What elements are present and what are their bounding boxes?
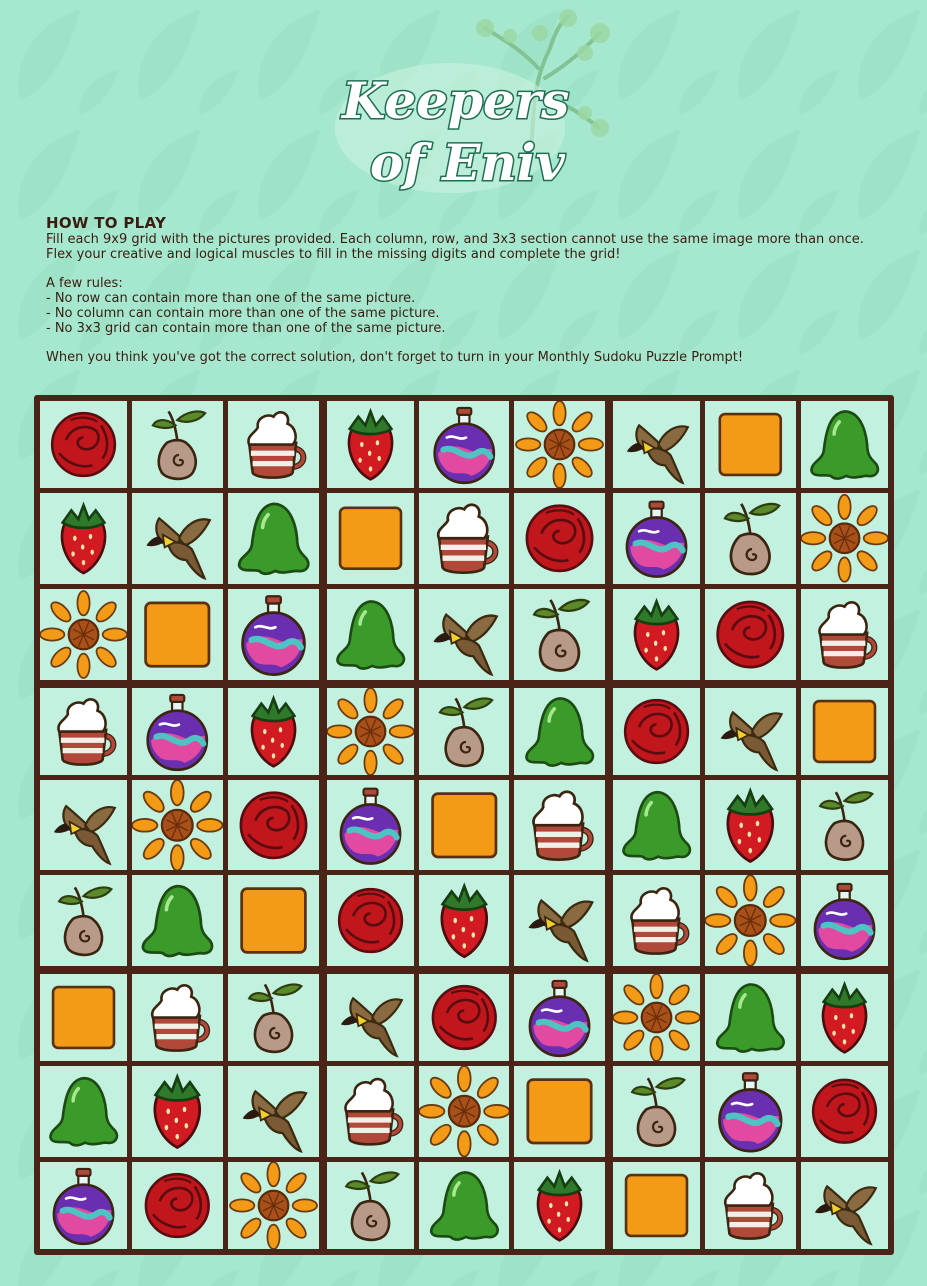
seed-pouch-icon — [132, 401, 223, 488]
sudoku-cell[interactable] — [514, 1066, 605, 1157]
sudoku-cell[interactable] — [419, 974, 510, 1061]
sudoku-cell[interactable] — [801, 1162, 888, 1249]
logo-line-1: Keepers — [342, 71, 570, 130]
sunflower-icon — [419, 1066, 510, 1157]
rose-icon — [228, 780, 319, 871]
instruction-line-2: Flex your creative and logical muscles to fill in the missing digits and complete the grid! — [46, 247, 621, 262]
sudoku-cell[interactable] — [419, 401, 510, 488]
rule-box: - No 3x3 grid can contain more than one of the same picture. — [46, 321, 446, 336]
sudoku-cell[interactable] — [514, 974, 605, 1061]
slime-icon — [228, 493, 319, 584]
rose-icon — [514, 493, 605, 584]
sudoku-cell[interactable] — [228, 875, 319, 966]
sudoku-cell[interactable] — [705, 589, 796, 680]
keepers-of-eniv-logo — [300, 8, 630, 208]
sudoku-cell[interactable] — [40, 493, 127, 584]
potion-icon — [419, 401, 510, 488]
seed-pouch-icon — [613, 1066, 700, 1157]
strawberry-icon — [419, 875, 510, 966]
strawberry-icon — [514, 1162, 605, 1249]
sudoku-cell[interactable] — [705, 875, 796, 966]
potion-icon — [132, 688, 223, 775]
sudoku-cell[interactable] — [514, 1162, 605, 1249]
cocoa-mug-icon — [327, 1066, 414, 1157]
orange-block-icon — [419, 780, 510, 871]
sudoku-cell[interactable] — [801, 780, 888, 871]
sudoku-cell[interactable] — [705, 401, 796, 488]
sudoku-cell[interactable] — [801, 974, 888, 1061]
cocoa-mug-icon — [419, 493, 510, 584]
orange-block-icon — [40, 974, 127, 1061]
cocoa-mug-icon — [705, 1162, 796, 1249]
slime-icon — [132, 875, 223, 966]
sudoku-cell[interactable] — [801, 688, 888, 775]
sudoku-cell[interactable] — [613, 589, 700, 680]
sudoku-cell[interactable] — [228, 974, 319, 1061]
sudoku-cell[interactable] — [40, 589, 127, 680]
cocoa-mug-icon — [132, 974, 223, 1061]
slime-icon — [613, 780, 700, 871]
sunflower-icon — [228, 1162, 319, 1249]
orange-block-icon — [327, 493, 414, 584]
sudoku-cell[interactable] — [419, 875, 510, 966]
orange-block-icon — [613, 1162, 700, 1249]
seed-pouch-icon — [801, 780, 888, 871]
sudoku-cell[interactable] — [419, 1162, 510, 1249]
orange-block-icon — [514, 1066, 605, 1157]
sudoku-cell[interactable] — [705, 1066, 796, 1157]
rule-column: - No column can contain more than one of the same picture. — [46, 306, 440, 321]
rose-icon — [419, 974, 510, 1061]
logo-line-2: of Eniv — [370, 133, 565, 192]
sudoku-cell[interactable] — [419, 688, 510, 775]
slime-icon — [801, 401, 888, 488]
sudoku-cell[interactable] — [514, 589, 605, 680]
sudoku-cell[interactable] — [801, 493, 888, 584]
strawberry-icon — [132, 1066, 223, 1157]
bird-icon — [327, 974, 414, 1061]
sudoku-cell[interactable] — [514, 493, 605, 584]
sudoku-cell[interactable] — [228, 493, 319, 584]
sudoku-cell[interactable] — [327, 589, 414, 680]
bird-icon — [132, 493, 223, 584]
sudoku-cell[interactable] — [514, 401, 605, 488]
slime-icon — [514, 688, 605, 775]
sudoku-cell[interactable] — [40, 875, 127, 966]
bird-icon — [40, 780, 127, 871]
sudoku-cell[interactable] — [327, 688, 414, 775]
orange-block-icon — [228, 875, 319, 966]
sudoku-cell[interactable] — [132, 780, 223, 871]
sudoku-cell[interactable] — [705, 1162, 796, 1249]
bird-icon — [419, 589, 510, 680]
sudoku-cell[interactable] — [613, 401, 700, 488]
orange-block-icon — [801, 688, 888, 775]
sudoku-cell[interactable] — [132, 688, 223, 775]
sudoku-cell[interactable] — [40, 688, 127, 775]
sudoku-cell[interactable] — [801, 1066, 888, 1157]
sunflower-icon — [801, 493, 888, 584]
sunflower-icon — [40, 589, 127, 680]
cocoa-mug-icon — [514, 780, 605, 871]
sudoku-cell[interactable] — [801, 589, 888, 680]
sunflower-icon — [132, 780, 223, 871]
orange-block-icon — [705, 401, 796, 488]
sunflower-icon — [705, 875, 796, 966]
potion-icon — [801, 875, 888, 966]
how-to-play-heading: HOW TO PLAY — [46, 214, 167, 232]
sudoku-cell[interactable] — [419, 780, 510, 871]
sudoku-cell[interactable] — [40, 1066, 127, 1157]
sudoku-cell[interactable] — [327, 1066, 414, 1157]
sudoku-cell[interactable] — [40, 974, 127, 1061]
sudoku-cell[interactable] — [132, 493, 223, 584]
sudoku-cell[interactable] — [613, 688, 700, 775]
potion-icon — [705, 1066, 796, 1157]
potion-icon — [327, 780, 414, 871]
strawberry-icon — [705, 780, 796, 871]
sudoku-cell[interactable] — [327, 780, 414, 871]
sunflower-icon — [514, 401, 605, 488]
sudoku-cell[interactable] — [514, 780, 605, 871]
bird-icon — [801, 1162, 888, 1249]
sudoku-cell[interactable] — [228, 688, 319, 775]
sudoku-cell[interactable] — [801, 875, 888, 966]
slime-icon — [40, 1066, 127, 1157]
bird-icon — [613, 401, 700, 488]
sudoku-cell[interactable] — [40, 401, 127, 488]
sudoku-cell[interactable] — [132, 589, 223, 680]
bird-icon — [705, 688, 796, 775]
sudoku-cell[interactable] — [801, 401, 888, 488]
sudoku-cell[interactable] — [419, 1066, 510, 1157]
sudoku-cell[interactable] — [613, 974, 700, 1061]
seed-pouch-icon — [40, 875, 127, 966]
seed-pouch-icon — [514, 589, 605, 680]
sunflower-icon — [613, 974, 700, 1061]
sudoku-cell[interactable] — [132, 974, 223, 1061]
sudoku-cell[interactable] — [419, 493, 510, 584]
sudoku-cell[interactable] — [705, 688, 796, 775]
rule-row: - No row can contain more than one of the same picture. — [46, 291, 416, 306]
potion-icon — [613, 493, 700, 584]
strawberry-icon — [40, 493, 127, 584]
sudoku-cell[interactable] — [228, 1162, 319, 1249]
orange-block-icon — [132, 589, 223, 680]
sudoku-cell[interactable] — [613, 875, 700, 966]
sudoku-cell[interactable] — [327, 875, 414, 966]
seed-pouch-icon — [228, 974, 319, 1061]
strawberry-icon — [327, 401, 414, 488]
sudoku-cell[interactable] — [613, 780, 700, 871]
sudoku-cell[interactable] — [132, 875, 223, 966]
sudoku-cell[interactable] — [514, 875, 605, 966]
how-to-play-section — [46, 214, 906, 365]
slime-icon — [705, 974, 796, 1061]
sudoku-cell[interactable] — [514, 688, 605, 775]
rose-icon — [801, 1066, 888, 1157]
rose-icon — [705, 589, 796, 680]
seed-pouch-icon — [419, 688, 510, 775]
sudoku-cell[interactable] — [327, 401, 414, 488]
rose-icon — [613, 688, 700, 775]
strawberry-icon — [228, 688, 319, 775]
sudoku-cell[interactable] — [613, 1162, 700, 1249]
sudoku-board — [34, 395, 894, 1255]
closing-note: When you think you've got the correct solution, don't forget to turn in your Monthly Sudoku Puzzle Prompt! — [46, 350, 744, 365]
seed-pouch-icon — [327, 1162, 414, 1249]
sudoku-cell[interactable] — [40, 780, 127, 871]
sudoku-cell[interactable] — [132, 401, 223, 488]
sudoku-cell[interactable] — [327, 1162, 414, 1249]
sudoku-cell[interactable] — [228, 780, 319, 871]
instruction-line-1: Fill each 9x9 grid with the pictures provided. Each column, row, and 3x3 section cannot use the same image more than once. — [46, 232, 864, 247]
sudoku-cell[interactable] — [132, 1066, 223, 1157]
sudoku-cell[interactable] — [40, 1162, 127, 1249]
cocoa-mug-icon — [40, 688, 127, 775]
cocoa-mug-icon — [801, 589, 888, 680]
sudoku-cell[interactable] — [705, 974, 796, 1061]
sudoku-cell[interactable] — [228, 401, 319, 488]
sudoku-cell[interactable] — [327, 493, 414, 584]
bird-icon — [228, 1066, 319, 1157]
sudoku-cell[interactable] — [705, 493, 796, 584]
potion-icon — [40, 1162, 127, 1249]
strawberry-icon — [613, 589, 700, 680]
strawberry-icon — [801, 974, 888, 1061]
cocoa-mug-icon — [613, 875, 700, 966]
rules-title: A few rules: — [46, 276, 123, 291]
sudoku-cell[interactable] — [613, 1066, 700, 1157]
sudoku-cell[interactable] — [228, 1066, 319, 1157]
sudoku-cell[interactable] — [132, 1162, 223, 1249]
sudoku-cell[interactable] — [327, 974, 414, 1061]
slime-icon — [419, 1162, 510, 1249]
sudoku-cell[interactable] — [419, 589, 510, 680]
cocoa-mug-icon — [228, 401, 319, 488]
potion-icon — [514, 974, 605, 1061]
rose-icon — [40, 401, 127, 488]
rose-icon — [132, 1162, 223, 1249]
sudoku-cell[interactable] — [613, 493, 700, 584]
rose-icon — [327, 875, 414, 966]
sudoku-cell[interactable] — [228, 589, 319, 680]
potion-icon — [228, 589, 319, 680]
slime-icon — [327, 589, 414, 680]
sunflower-icon — [327, 688, 414, 775]
bird-icon — [514, 875, 605, 966]
sudoku-cell[interactable] — [705, 780, 796, 871]
seed-pouch-icon — [705, 493, 796, 584]
